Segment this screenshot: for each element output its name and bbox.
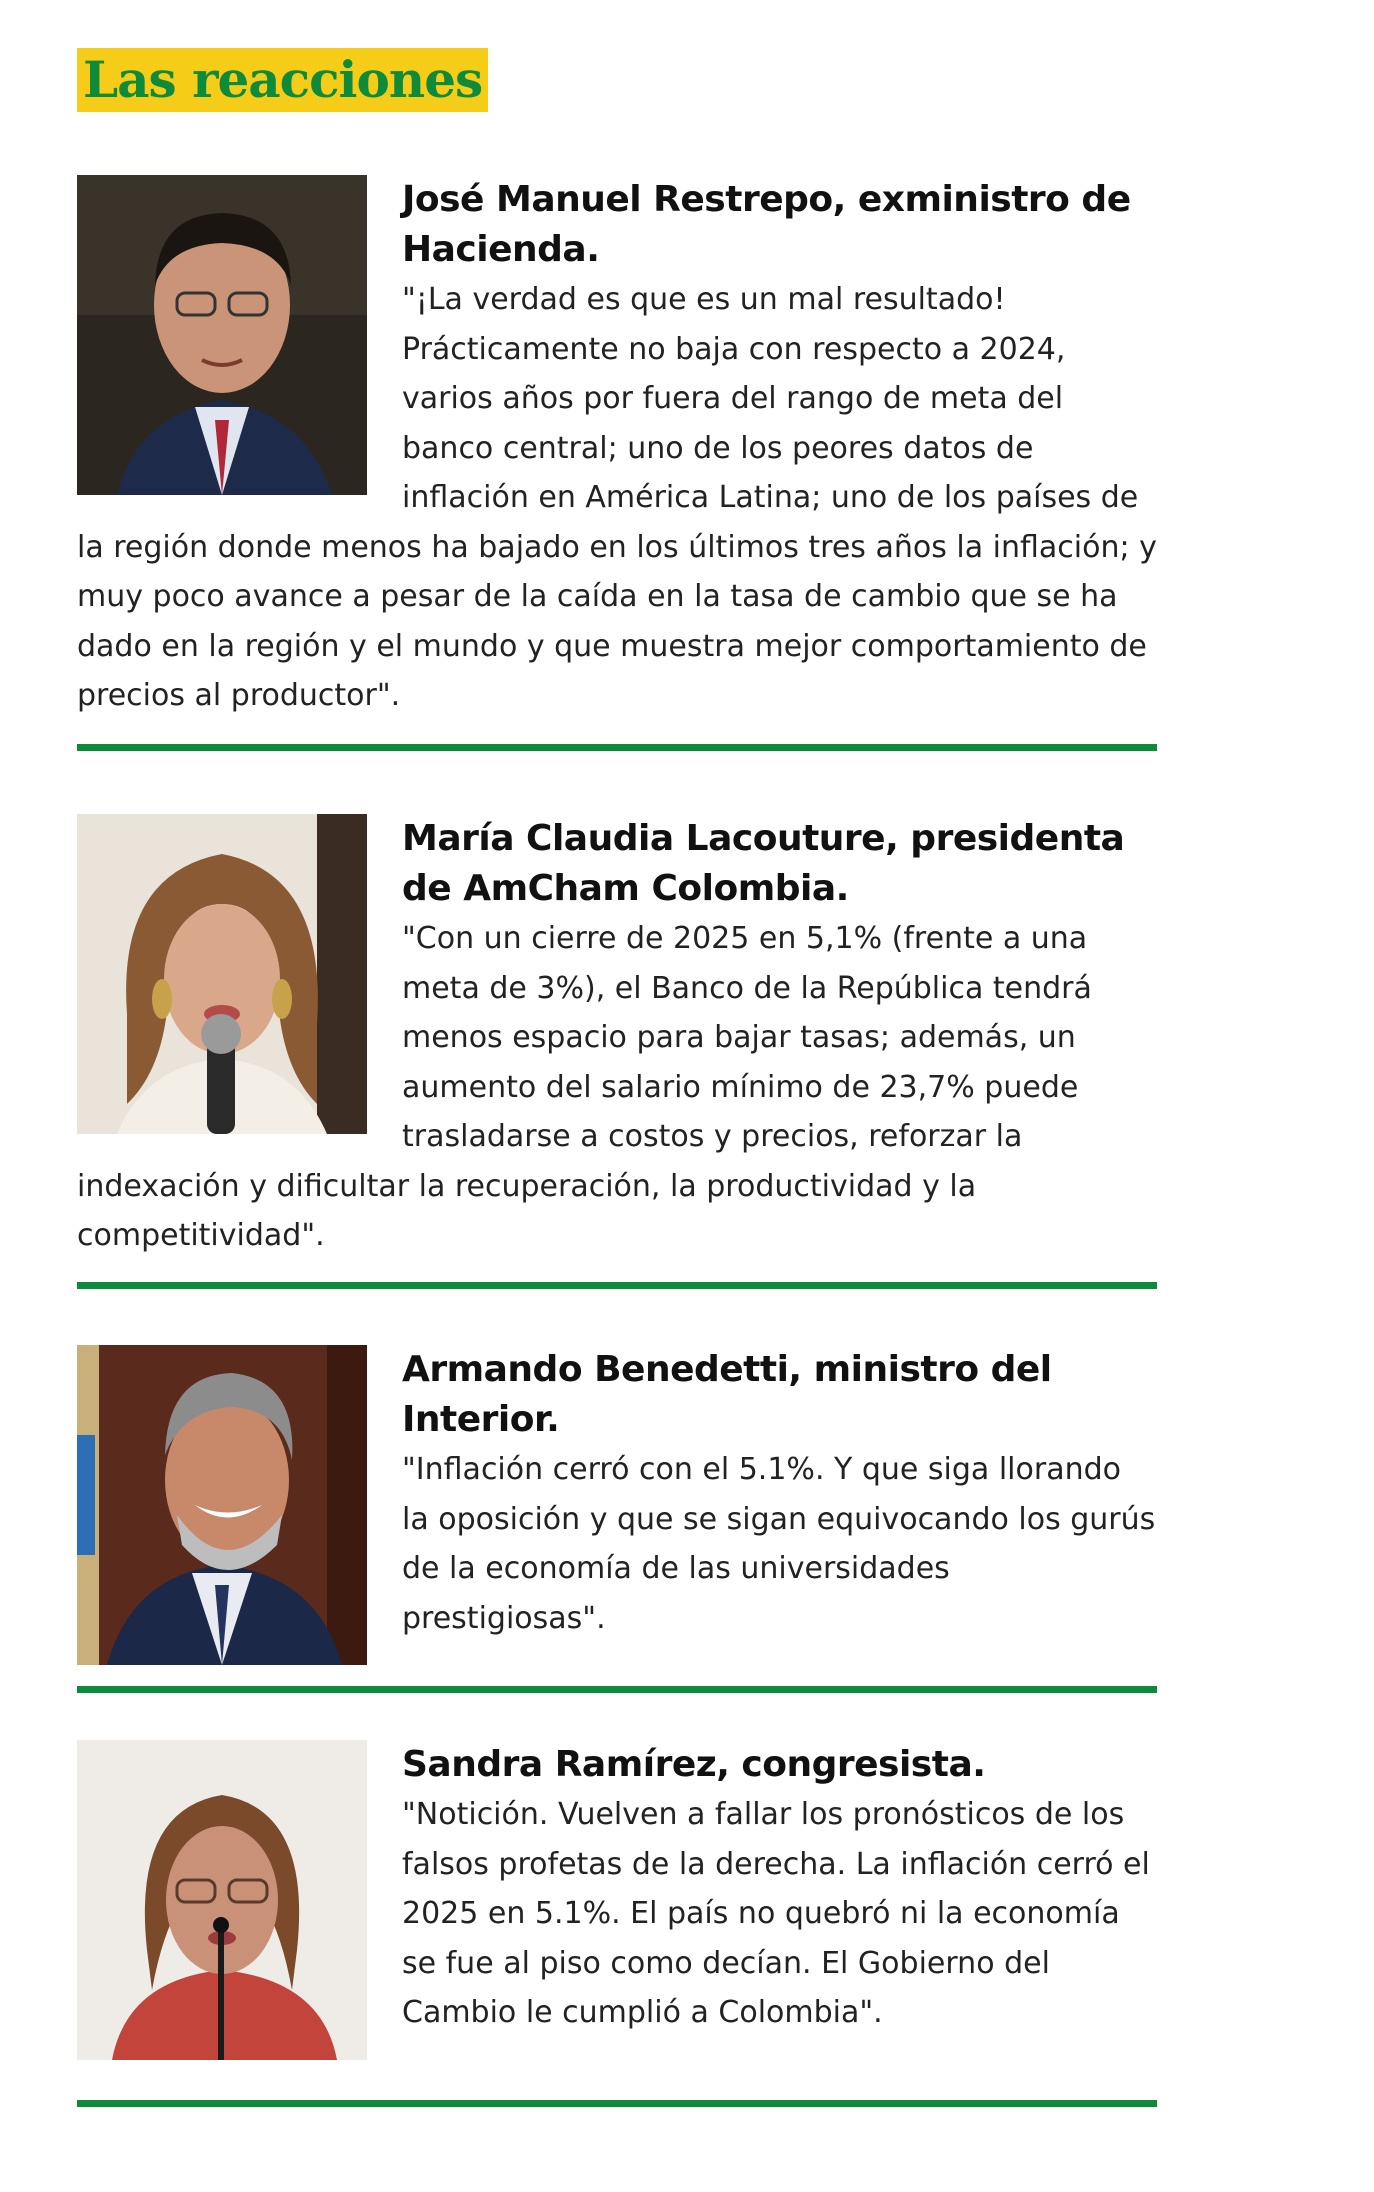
reaction-item (77, 814, 1157, 1261)
divider (77, 744, 1157, 751)
speaker-quote: "Inflación cerró con el 5.1%. Y que siga llorando la oposición y que se sigan equivocando los gurús de la economía de las universidades prestigiosas". (402, 1452, 1156, 1636)
portrait-photo (77, 1740, 367, 2060)
reaction-item (77, 1740, 1157, 2060)
speaker-quote: "Con un cierre de 2025 en 5,1% (frente a una meta de 3%), el Banco de la República tendrá menos espacio para bajar tasas; además, un aumento del salario mínimo de 23,7% puede trasladarse a costos y precios, reforzar la indexación y dificultar la recuperación, la productividad y la competitividad". (77, 921, 1092, 1253)
speaker-name: Sandra Ramírez, congresista. (402, 1744, 986, 1785)
speaker-name: María Claudia Lacouture, presidenta de AmCham Colombia. (402, 818, 1125, 909)
section-title: Las reacciones (77, 48, 488, 112)
reaction-item (77, 1345, 1157, 1665)
divider (77, 2100, 1157, 2107)
portrait-photo (77, 1345, 367, 1665)
speaker-quote: "¡La verdad es que es un mal resultado! Prácticamente no baja con respecto a 2024, varios años por fuera del rango de meta del banco central; uno de los peores datos de inflación en América Latina; uno de los países de la región donde menos ha bajado en los últimos tres años la inflación; y muy poco avance a pesar de la caída en la tasa de cambio que se ha dado en la región y el mundo y que muestra mejor comportamiento de precios al productor". (77, 282, 1157, 713)
speaker-name: José Manuel Restrepo, exministro de Hacienda. (402, 179, 1131, 270)
speaker-quote: "Notición. Vuelven a fallar los pronósticos de los falsos profetas de la derecha. La inflación cerró el 2025 en 5.1%. El país no quebró ni la economía se fue al piso como decían. El Gobierno del Cambio le cumplió a Colombia". (402, 1797, 1150, 2030)
speaker-name: Armando Benedetti, ministro del Interior. (402, 1349, 1052, 1440)
reaction-item (77, 175, 1157, 721)
portrait-photo (77, 814, 367, 1134)
divider (77, 1686, 1157, 1693)
divider (77, 1282, 1157, 1289)
portrait-photo (77, 175, 367, 495)
